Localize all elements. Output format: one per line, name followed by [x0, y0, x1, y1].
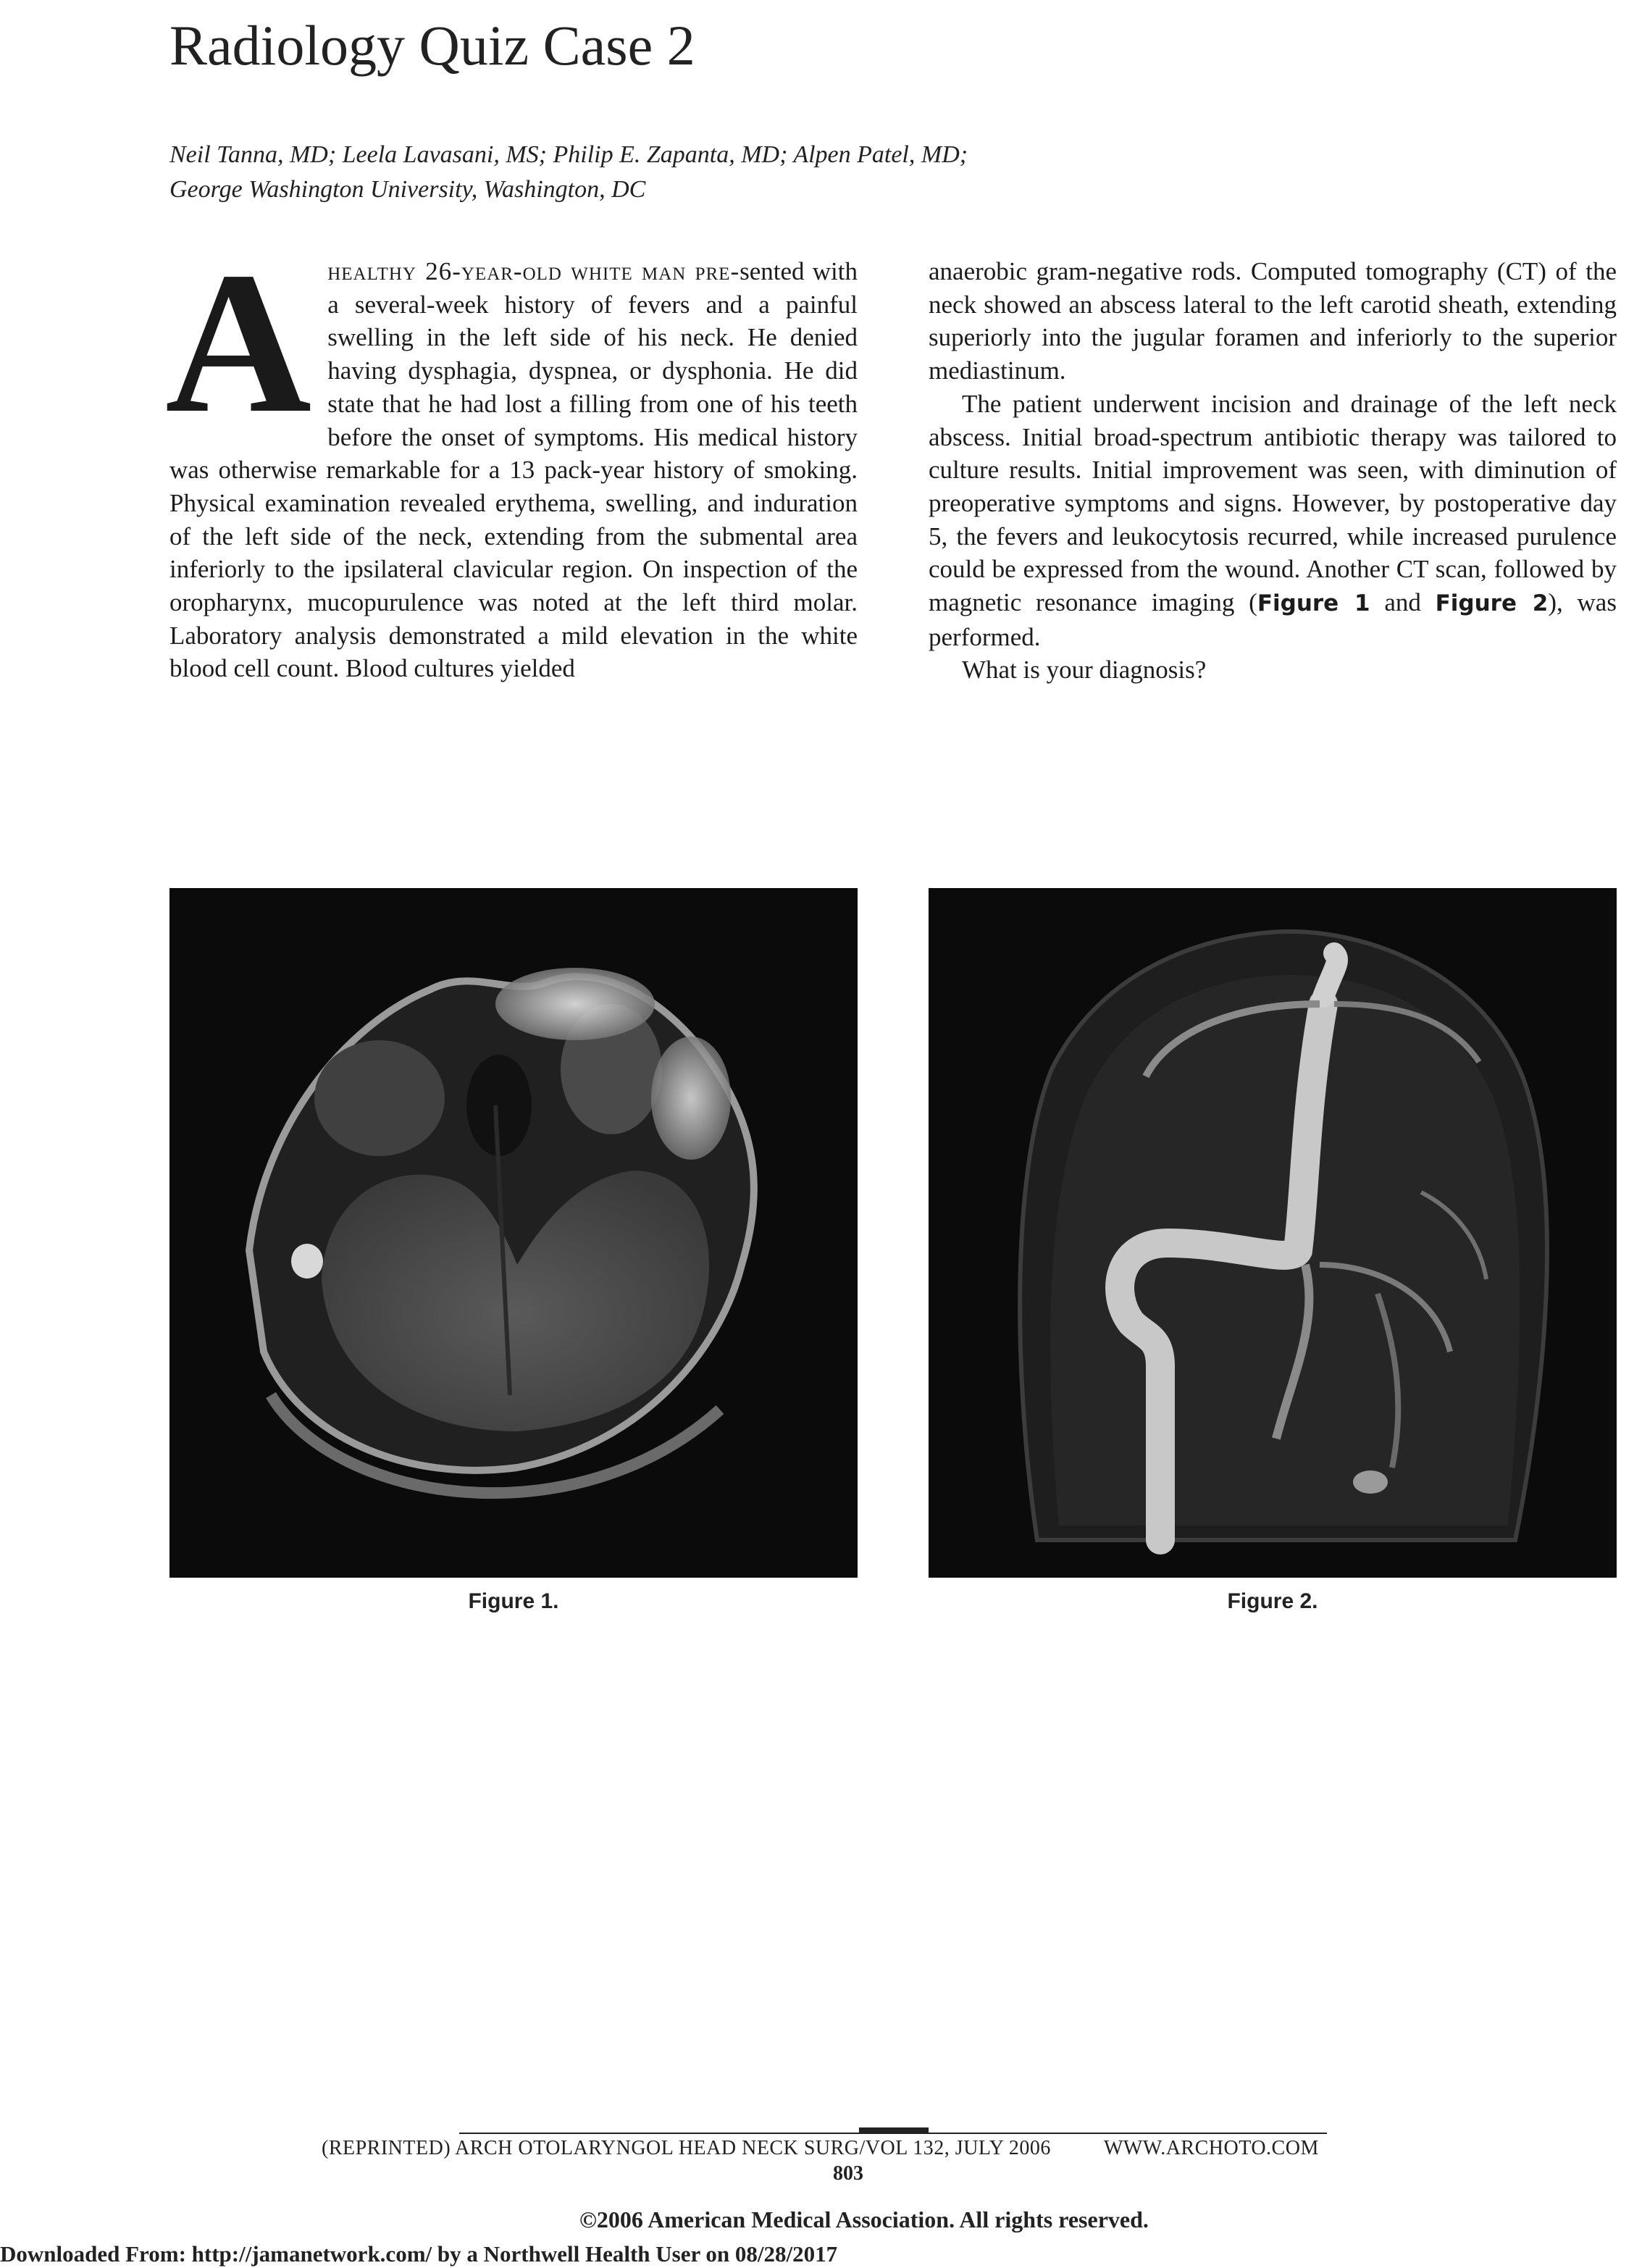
- footer-rule: [459, 2133, 1327, 2134]
- figure-2-caption: Figure 2.: [1227, 1589, 1318, 1613]
- case-paragraph-2: [929, 388, 1617, 654]
- figure-2-reference: Figure 2: [1435, 590, 1549, 617]
- paragraph-2-end: ), was performed.: [929, 588, 1617, 651]
- case-paragraph-1-continued: anaerobic gram-negative rods. Computed tomography (CT) of the neck showed an abscess lateral to the left carotid sheath, extending superiorly into the jugular foramen and inferiorly to the superior mediastinum.: [929, 257, 1617, 385]
- author-names: Neil Tanna, MD; Leela Lavasani, MS; Philip E. Zapanta, MD; Alpen Patel, MD;: [169, 141, 968, 168]
- case-paragraph-1: [165, 230, 858, 685]
- figure-2-mr-venogram: [929, 888, 1617, 1578]
- page-number: 803: [833, 2162, 863, 2185]
- download-notice: Downloaded From: http://jamanetwork.com/ by a Northwell Health User on 08/28/2017: [0, 2241, 838, 2267]
- figure-1-caption: Figure 1.: [468, 1589, 559, 1613]
- article-title: Radiology Quiz Case 2: [169, 14, 695, 77]
- footer-journal-url: WWW.ARCHOTO.COM: [1104, 2137, 1319, 2159]
- diagnosis-question: What is your diagnosis?: [962, 656, 1207, 685]
- lead-in-smallcaps: healthy 26-year-old white man pre-: [327, 257, 740, 285]
- figure-1-axial-mri: [169, 888, 858, 1578]
- text-column-right: [929, 255, 1617, 687]
- figure-1-reference: Figure 1: [1257, 590, 1370, 617]
- author-block: [169, 138, 968, 207]
- footer-citation: (REPRINTED) ARCH OTOLARYNGOL HEAD NECK SURG/VOL 132, JULY 2006: [322, 2137, 1051, 2159]
- paragraph-2-text: The patient underwent incision and drainage of the left neck abscess. Initial broad-spectrum antibiotic therapy was tailored to culture results. Initial improvement was seen, with diminution of preoperative symptoms and signs. However, by postoperative day 5, the fevers and leukocytosis recurred, while increased purulence could be expressed from the wound. Another CT scan, followed by magnetic resonance imaging (: [929, 389, 1617, 617]
- drop-cap: A: [165, 230, 312, 455]
- copyright-notice: ©2006 American Medical Association. All rights reserved.: [579, 2206, 1149, 2233]
- figure-1-image: [169, 888, 858, 1578]
- figure-2-image: [929, 888, 1617, 1578]
- paragraph-1-text: sented with a several-week history of fevers and a painful swelling in the left side of his neck. He denied having dysphagia, dyspnea, or dysphonia. He did state that he had lost a filling from one of his teeth before the onset of symptoms. His medical history was otherwise remarkable for a 13 pack-year history of smoking. Physical examination revealed erythema, swelling, and induration of the left side of the neck, extending from the submental area inferiorly to the ipsilateral clavicular region. On inspection of the oropharynx, mucopurulence was noted at the left third molar. Laboratory analysis demonstrated a mild elevation in the white blood cell count. Blood cultures yielded: [169, 257, 858, 683]
- author-affiliation: George Washington University, Washington, DC: [169, 176, 646, 203]
- text-column-left: [165, 230, 858, 685]
- paragraph-2-and: and: [1370, 588, 1436, 617]
